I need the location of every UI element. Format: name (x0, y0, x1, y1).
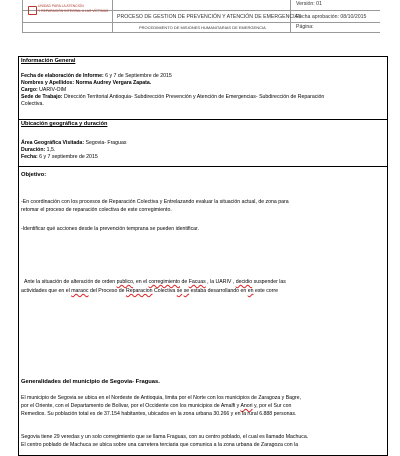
duracion-label: Duración: (21, 147, 46, 153)
name-label: Nombres y Apellidos: (21, 80, 75, 86)
p3-text-d: , la UARIV , (205, 279, 236, 285)
logo-text-line2: Y REPARACIÓN INTEGRAL A LAS VÍCTIMAS (38, 8, 109, 13)
area-line (21, 140, 126, 146)
p3-text-b: , en el (133, 279, 149, 285)
gen-l2-text-b: y, por el Sur con (252, 403, 292, 409)
section-title-ubicacion: Ubicación geográfica y duración (21, 121, 108, 127)
fecha-line (21, 154, 98, 160)
name-value: Norma Audrey Vergara Zapata. (74, 80, 152, 86)
generalidades-line2 (21, 402, 291, 410)
duracion-line (21, 147, 55, 153)
duracion-value: 1,5. (45, 147, 56, 153)
p3-text-k: este corre (253, 288, 279, 294)
gen-l2-word: Anori (240, 403, 253, 409)
objetivo-p1-line2: retomar el proceso de reparación colectiva de este corregimiento. (21, 207, 172, 213)
objetivo-p2: -Identificar qué acciones desde la prevención temprana se pueden identificar. (21, 226, 199, 232)
p3-word-4: decidio (235, 279, 253, 285)
p3-word-6: Reparacion (126, 288, 153, 294)
sede-label: Sede de Trabajo: (21, 94, 63, 100)
logo-text-line1: UNIDAD PARA LA ATENCIÓN (38, 4, 84, 8)
cargo-line (21, 87, 66, 93)
section-divider-2 (18, 166, 388, 167)
header-process: PROCESO DE GESTION DE PREVENCIÓN Y ATENCIÓN DE EMERGENCIAS (117, 14, 302, 20)
p3-text-f: actividades que en el (21, 288, 72, 294)
logo-icon (28, 6, 37, 15)
objetivo-p3-line2 (21, 287, 278, 295)
objetivo-p1-line1: -En coordinación con los procesos de Reparación Colectiva y Entrelazando evaluar la situación actual, de zona para (21, 199, 289, 205)
generalidades-line4: Segovia tiene 29 veredas y un solo corregimiento que se llama Fraguas, con su centro poblado, el cual es llamado Machuca. (21, 434, 309, 440)
section-divider-1 (18, 119, 388, 120)
cargo-value: UARIV-OIM (37, 87, 67, 93)
p3-word-3: Facuas (188, 279, 206, 285)
name-line (21, 80, 151, 86)
section-title-objetivo: Objetivo: (21, 172, 47, 178)
header-row-line-3 (22, 32, 380, 33)
area-label: Área Geográfica Visitada: (21, 140, 85, 146)
p3-word-8: se (183, 288, 190, 294)
fecha-label: Fecha: (21, 154, 38, 160)
organization-logo (28, 4, 109, 16)
fecha-value: 6 y 7 septiembre de 2015 (37, 154, 98, 160)
p3-word-7: se (176, 288, 183, 294)
p3-text-c: de (180, 279, 189, 285)
header-divider-1 (112, 0, 113, 32)
section-title-info-general: Información General (21, 58, 76, 64)
sede-value: Dirección Territorial Antioquia- Subdirección Prevención y Atención de Emergencias- Subdirección de Reparación (62, 94, 325, 100)
area-value: Segovia- Fraguas (84, 140, 127, 146)
report-date-label: Fecha de elaboración de Informe: (21, 73, 104, 79)
section-title-generalidades: Generalidades del municipio de Segovia- Fraguas. (21, 379, 160, 385)
sede-value-continued: Colectiva. (21, 101, 44, 107)
p3-word-5: maraoc (71, 288, 89, 294)
objetivo-p3-line1 (24, 278, 286, 286)
header-version: Versión: 01 (296, 1, 322, 7)
p3-text-g: del Proceso de (88, 288, 126, 294)
report-date-line (21, 73, 172, 79)
p3-text-a: Ante la situación de alteración de orden (24, 279, 117, 285)
report-date-value: 6 y 7 de Septiembre de 2015 (103, 73, 172, 79)
header-procedure: PROCEDIMIENTO DE MISIONES HUMANITARIAS DE EMERGENCIA (139, 25, 266, 30)
generalidades-line1: El municipio de Segovia se ubica en el Nordeste de Antioquia, limita por el Norte con los municipios de Zaragoza y Bagre, (21, 395, 301, 401)
p3-text-j: estaba desarrollando en (189, 288, 248, 294)
p3-text-h: Colectiva (152, 288, 177, 294)
header-approval-date: Fecha aprobación: 08/10/2015 (296, 14, 367, 20)
sede-line (21, 94, 324, 100)
p3-word-9: en (247, 288, 254, 294)
header-page: Página: (296, 24, 314, 30)
gen-l2-text-a: por el Oriente, con el Departamento de Bolívar, por el Occidente con los municipios de Amalfi y (21, 403, 241, 409)
p3-text-e: suspender las (252, 279, 286, 285)
cargo-label: Cargo: (21, 87, 38, 93)
generalidades-line3: Remedios. Su población total es de 37.154 habitantes, ubicados en la zona urbana 30.266 y en la rural 6.888 personas. (21, 411, 297, 417)
generalidades-line5: El centro poblado de Machuca se ubica sobre una carretera terciaria que comunica a la zona urbana de Zaragoza con la (21, 442, 299, 448)
p3-word-1: publico (116, 279, 134, 285)
header-row-line-2 (22, 22, 380, 23)
header-border-left (22, 0, 23, 32)
p3-word-2: corregimiento (148, 279, 181, 285)
